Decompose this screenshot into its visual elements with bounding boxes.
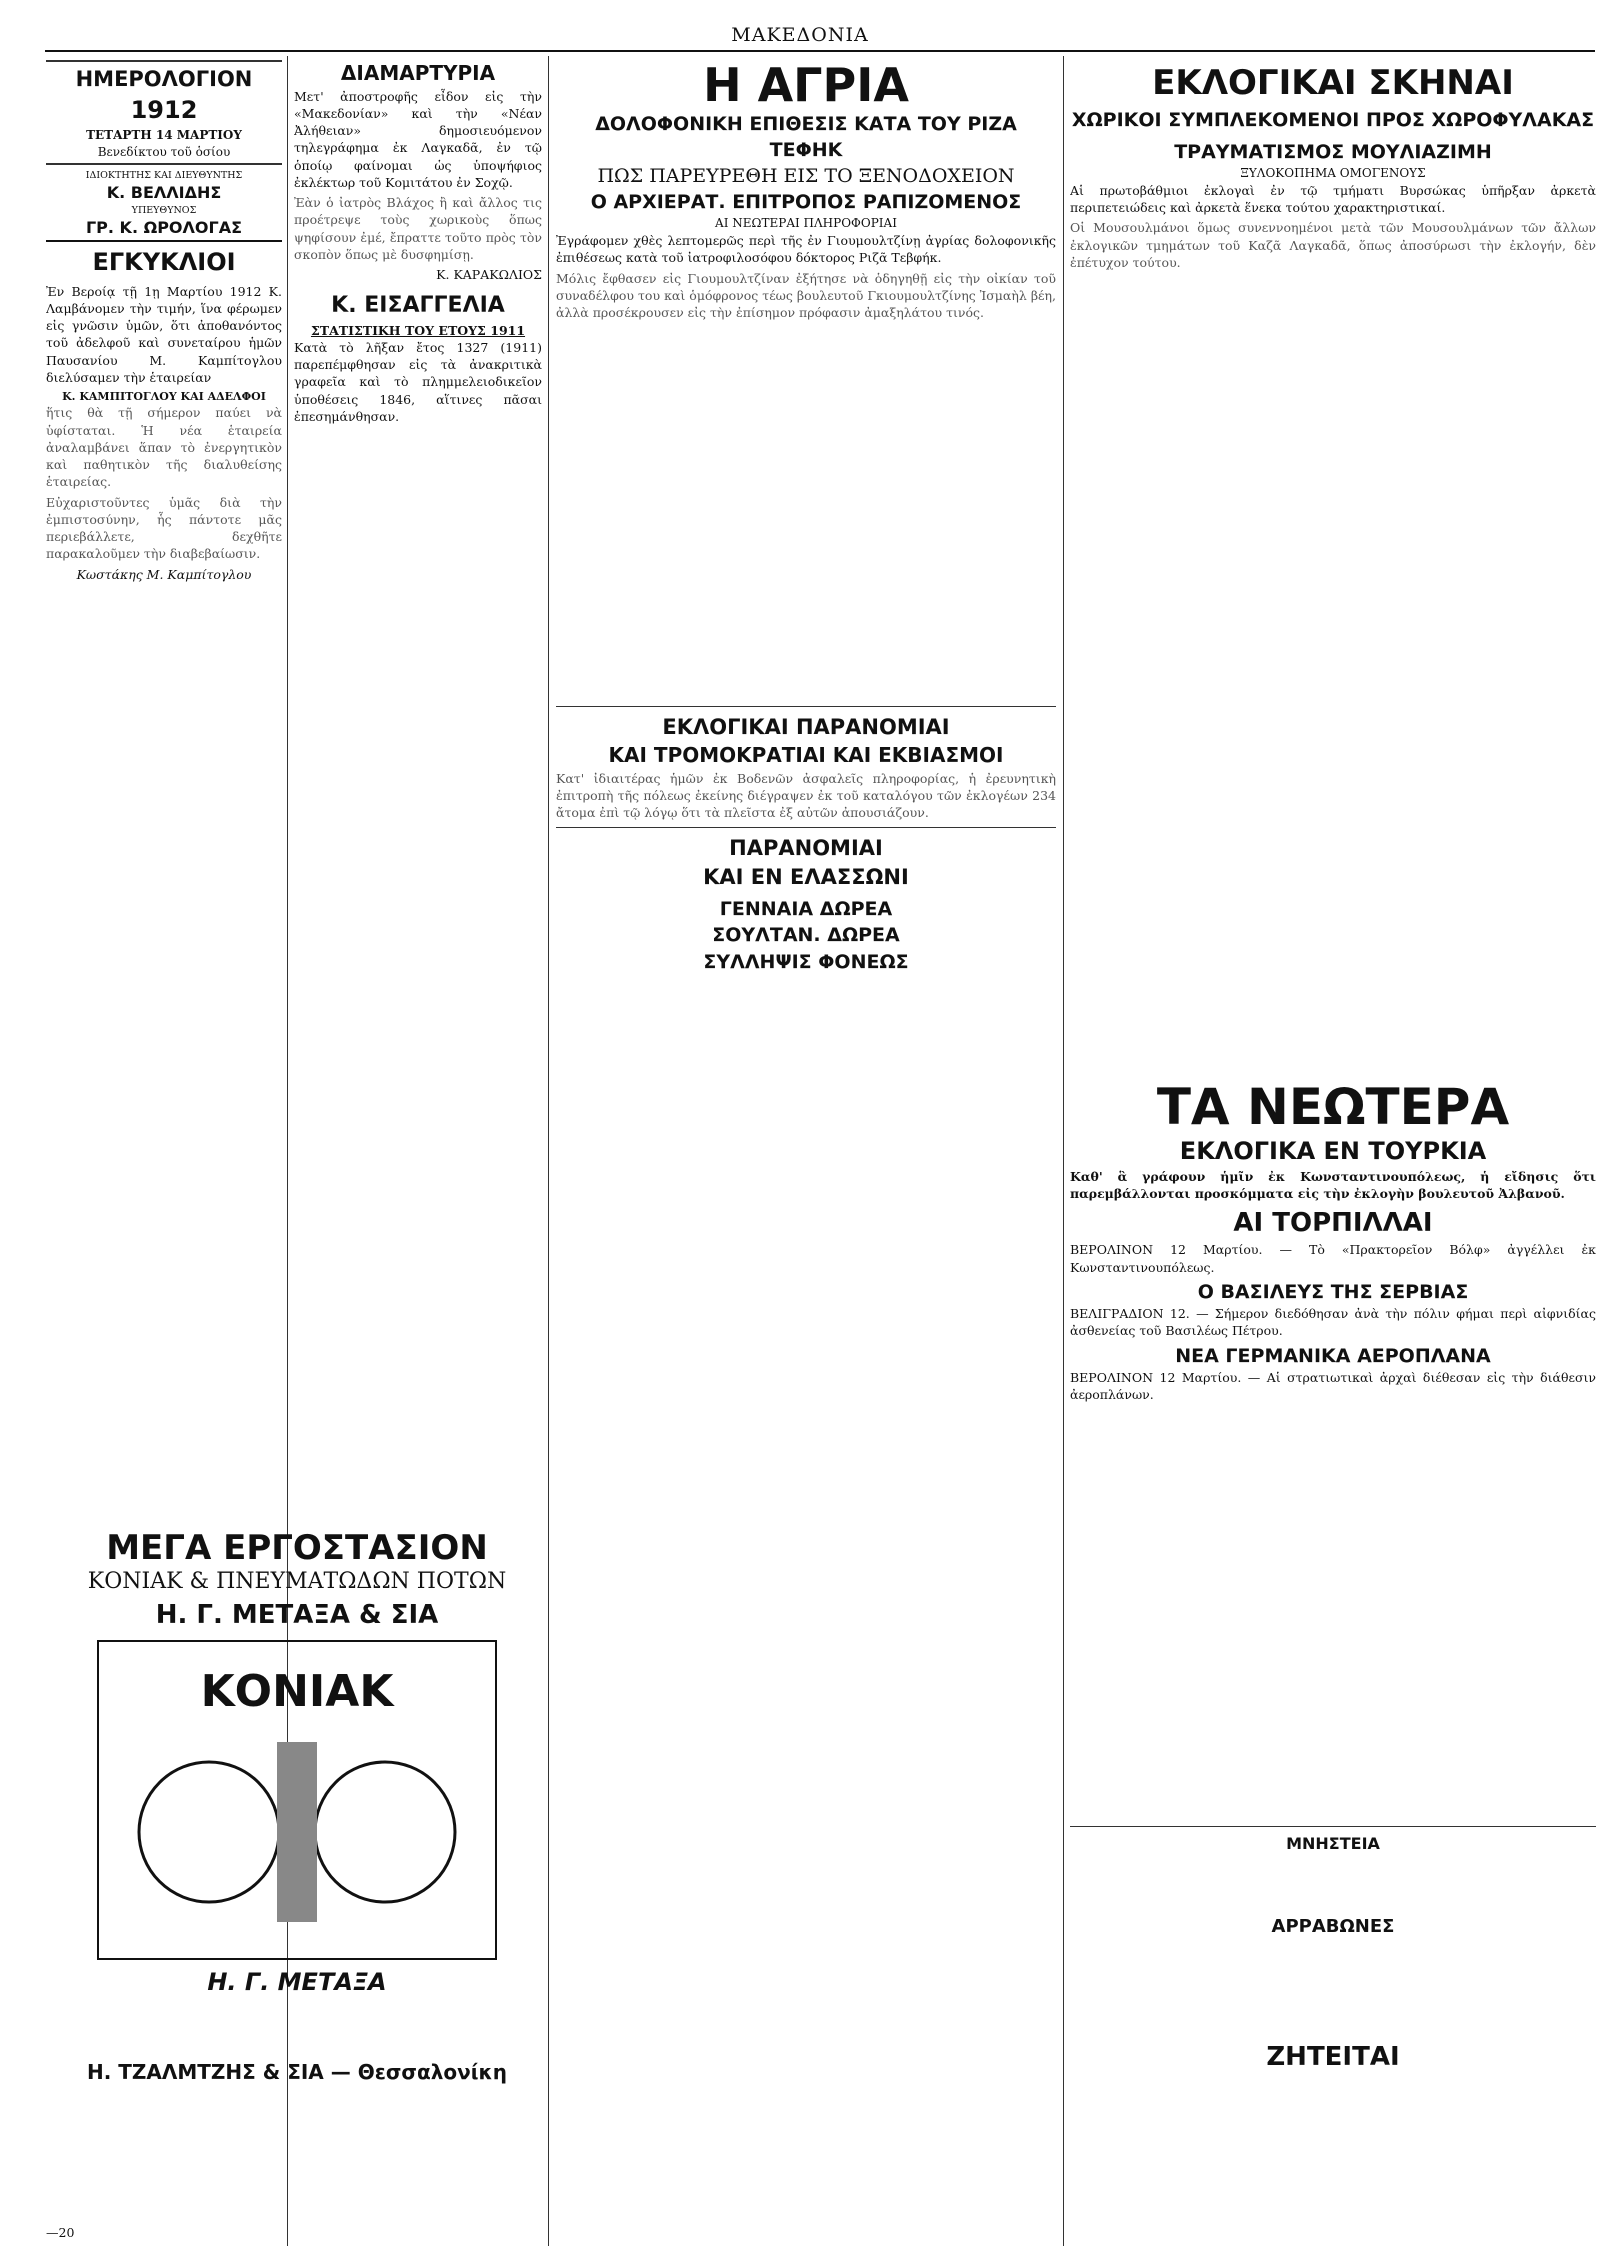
column-2: ΔΙΑΜΑΡΤΥΡΙΑ Μετ' ἀποστροφῆς εἶδον εἰς τὴν «Μακεδονίαν» καὶ τὴν «Νέαν Ἀλήθειαν» δημοσιευόμενον τηλεγράφημα ἐκ Λαγκαδᾶ, ἐν τῷ ὁποίῳ φαίνομαι ὡς ὑποψήφιος ἐκλέκτωρ τοῦ Κομιτάτου ἐν Σοχῷ. Ἐὰν ὁ ἰατρὸς Βλάχος ἢ καὶ ἄλλος τις προέτρεψε τοὺς χωρικοὺς ὅπως ψηφίσουν ἐμέ, ἔπραττε τοῦτο πρὸς τὸν σκοπὸν ὅπως μὲ δυσφημίσῃ. Κ. ΚΑΡΑΚΩΛΙΟΣ Κ. ΕΙΣΑΓΓΕΛΙΑ ΣΤΑΤΙΣΤΙΚΗ ΤΟΥ ΕΤΟΥΣ 1911 Κατὰ τὸ λῆξαν ἔτος 1327 (1911) παρεπέμφθησαν εἰς τὰ ἀνακριτικὰ γραφεῖα καὶ τὸ πλημμελειοδικεῖον ὑποθέσεις 1846, αἵτινες πᾶσαι ἐπεσημάνθησαν.: [294, 61, 542, 424]
middle-section: ΕΚΛΟΓΙΚΑΙ ΠΑΡΑΝΟΜΙΑΙ ΚΑΙ ΤΡΟΜΟΚΡΑΤΙΑΙ ΚΑΙ ΕΚΒΙΑΣΜΟΙ Κατ' ἰδιαιτέρας ἡμῶν ἐκ Βοδενῶν ἀσφαλεῖς πληροφορίας, ἡ ἐρευνητικὴ ἐπιτροπὴ τῆς πόλεως ἐκείνης διέγραψεν ἐκ τοῦ καταλόγου τῶν ἐκλογέων 234 ἄτομα ἐπὶ τῷ λόγῳ ὅτι τὰ πλεῖστα ἐξ αὐτῶν ἀπουσιάζουν. ΠΑΡΑΝΟΜΙΑΙ ΚΑΙ ΕΝ ΕΛΑΣΣΩΝΙ ΓΕΝΝΑΙΑ ΔΩΡΕΑ ΣΟΥΛΤΑΝ. ΔΩΡΕΑ ΣΥΛΛΗΨΙΣ ΦΟΝΕΩΣ: [556, 700, 1056, 975]
bottle-and-crest-illustration: [99, 1722, 495, 1952]
cognac-label-illustration: ΚΟΝΙΑΚ: [97, 1640, 497, 1960]
news-section: ΤΑ ΝΕΩΤΕΡΑ ΕΚΛΟΓΙΚΑ ΕΝ ΤΟΥΡΚΙΑ Καθ' ἃ γράφουν ἡμῖν ἐκ Κωνσταντινουπόλεως, ἡ εἴδησις ὅτι παρεμβάλλονται προσκόμματα εἰς τὴν ἐκλογὴν βουλευτοῦ Ἀλβανοῦ. ΑΙ ΤΟΡΠΙΛΛΑΙ ΒΕΡΟΛΙΝΟΝ 12 Μαρτίου. — Τὸ «Πρακτορεῖον Βόλφ» ἀγγέλλει ἐκ Κωνσταντινουπόλεως. Ο ΒΑΣΙΛΕΥΣ ΤΗΣ ΣΕΡΒΙΑΣ ΒΕΛΙΓΡΑΔΙΟΝ 12. — Σήμερον διεδόθησαν ἀνὰ τὴν πόλιν φήμαι περὶ αἰφνιδίας ἀσθενείας τοῦ Βασιλέως Πέτρου. ΝΕΑ ΓΕΡΜΑΝΙΚΑ ΑΕΡΟΠΛΑΝΑ ΒΕΡΟΛΙΝΟΝ 12 Μαρτίου. — Αἱ στρατιωτικαὶ ἀρχαὶ διέθεσαν εἰς τὴν διάθεσιν ἀεροπλάνων.: [1070, 1080, 1596, 1403]
metaxa-ad: ΜΕΓΑ ΕΡΓΟΣΤΑΣΙΟΝ ΚΟΝΙΑΚ & ΠΝΕΥΜΑΤΩΔΩΝ ΠΟΤΩΝ Η. Γ. ΜΕΤΑΞΑ & ΣΙΑ ΚΟΝΙΑΚ Η. Γ. ΜΕΤΑΞΑ Η. ΤΖΑΛΜΤΖΗΣ & ΣΙΑ — Θεσσαλονίκη —20: [46, 1530, 507, 2240]
top-rule: [45, 50, 1595, 52]
column-4: ΕΚΛΟΓΙΚΑΙ ΣΚΗΝΑΙ ΧΩΡΙΚΟΙ ΣΥΜΠΛΕΚΟΜΕΝΟΙ ΠΡΟΣ ΧΩΡΟΦΥΛΑΚΑΣ ΤΡΑΥΜΑΤΙΣΜΟΣ ΜΟΥΛΙΑΖΙΜΗ ΞΥΛΟΚΟΠΗΜΑ ΟΜΟΓΕΝΟΥΣ Αἱ πρωτοβάθμιοι ἐκλογαὶ ἐν τῷ τμήματι Βυρσώκας ὑπῆρξαν ἀρκετὰ περιπετειώδεις καὶ ἀρκετὰ ἕνεκα τούτου χαρακτηριστικαί. Οἱ Μουσουλμάνοι ὅμως συνεννοημένοι μετὰ τῶν Μουσουλμάνων τῶν ἄλλων ἐκλογικῶν τμημάτων τοῦ Καζᾶ Λαγκαδᾶ, ὅπως ἀποσύρωσι τὴν ἐκλογήν, δὲν ἐπέτυχον τούτου.: [1070, 63, 1596, 270]
notices: ΜΝΗΣΤΕΙΑ ΑΡΡΑΒΩΝΕΣ ΖΗΤΕΙΤΑΙ: [1070, 1820, 1596, 2076]
column-1: ΗΜΕΡΟΛΟΓΙΟΝ 1912 ΤΕΤΑΡΤΗ 14 ΜΑΡΤΙΟΥ Βενεδίκτου τοῦ ὁσίου ΙΔΙΟΚΤΗΤΗΣ ΚΑΙ ΔΙΕΥΘΥΝΤΗΣ Κ. ΒΕΛΛΙΔΗΣ ΥΠΕΥΘΥΝΟΣ ΓΡ. Κ. ΩΡΟΛΟΓΑΣ ΕΓΚΥΚΛΙΟΙ Ἐν Βεροίᾳ τῇ 1ῃ Μαρτίου 1912 Κ. Λαμβάνομεν τὴν τιμήν, ἵνα φέρωμεν εἰς γνῶσιν ὑμῶν, ὅτι ἀποθανόντος τοῦ ἀδελφοῦ καὶ συνεταίρου ἡμῶν Παυσανίου Μ. Καμπίτογλου διελύσαμεν τὴν ἑταιρείαν Κ. ΚΑΜΠΙΤΟΓΛΟΥ ΚΑΙ ΑΔΕΛΦΟΙ ἥτις θὰ τῇ σήμερον παύει νὰ ὑφίσταται. Ἡ νέα ἑταιρεία ἀναλαμβάνει ἅπαν τὸ ἐνεργητικὸν καὶ παθητικὸν τῆς διαλυθείσης ἑταιρείας. Εὐχαριστοῦντες ὑμᾶς διὰ τὴν ἐμπιστοσύνην, ἧς πάντοτε μᾶς περιεβάλλετε, δεχθῆτε παρακαλοῦμεν τὴν διαβεβαίωσιν. Κωστάκης Μ. Καμπίτογλου: [46, 60, 282, 583]
masthead: ΜΑΚΕΔΟΝΙΑ: [731, 24, 869, 46]
column-3: Η ΑΓΡΙΑ ΔΟΛΟΦΟΝΙΚΗ ΕΠΙΘΕΣΙΣ ΚΑΤΑ ΤΟΥ ΡΙΖΑ ΤΕΦΗΚ ΠΩΣ ΠΑΡΕΥΡΕΘΗ ΕΙΣ ΤΟ ΞΕΝΟΔΟΧΕΙΟΝ Ο ΑΡΧΙΕΡΑΤ. ΕΠΙΤΡΟΠΟΣ ΡΑΠΙΖΟΜΕΝΟΣ ΑΙ ΝΕΩΤΕΡΑΙ ΠΛΗΡΟΦΟΡΙΑΙ Ἐγράφομεν χθὲς λεπτομερῶς περὶ τῆς ἐν Γιουμουλτζίνῃ ἀγρίας δολοφονικῆς ἐπιθέσεως κατὰ τοῦ ἰατροφιλοσόφου δόκτορος Ριζᾶ Τεβφήκ. Μόλις ἔφθασεν εἰς Γιουμουλτζίναν ἐξήτησε νὰ ὁδηγηθῇ εἰς τὴν οἰκίαν τοῦ συναδέλφου του καὶ ὁμόφρονος τέως βουλευτοῦ Γκιουμουλτζίνης Ἰσμαὴλ βέη, ἀλλὰ προσέκρουσεν εἰς τὴν ἐπίσημον πρόφασιν ἀμαξηλάτου τινός.: [556, 60, 1056, 321]
